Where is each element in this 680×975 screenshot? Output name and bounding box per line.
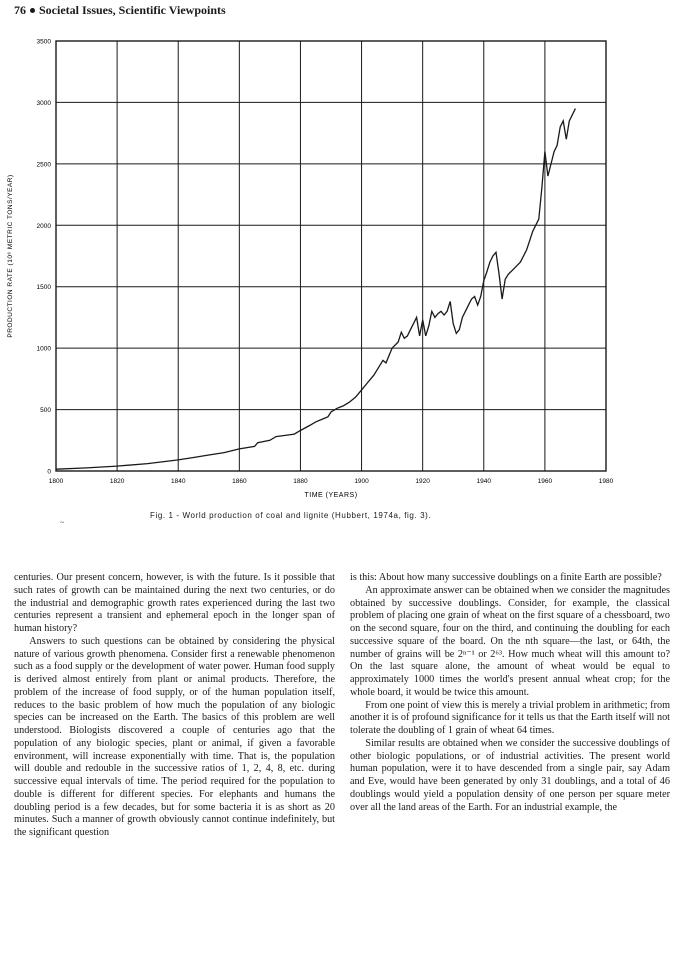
paragraph: Answers to such questions can be obtained by considering the physical nature of various growth phenomena. Consider first a renewable phenomenon such as a food supply or the development of water power. Human food supply is derived almost entirely from plant or animal products. Therefore, the problem of the increase of food supply, or of the human population itself, reduces to the basic problem of how much the population of any biologic species can be increased on the Earth. The basics of this problem are well understood. Biologists discovered a couple of centuries ago that the population of any biologic species, plant or animal, if given a favorable environment, will increase exponentially with time. That is, the population will double and redouble in the successive ratios of 1, 2, 4, 8, etc. during successive equal intervals of time. The period required for the population to double is different for different species. For elephants and humans the doubling period is a few decades, but for some bacteria it is as short as 20 minutes. Such a manner of growth obviously cannot continue indefinitely, but the significant question bbox=[14, 635, 335, 838]
y-tick-label: 1000 bbox=[36, 345, 51, 353]
paragraph: is this: About how many successive doublings on a finite Earth are possible? bbox=[350, 572, 662, 583]
paragraph: centuries. Our present concern, however, is with the future. Is it possible that such rates of growth can be maintained during the next two centuries, or do the industrial and demographic growth rates experienced during the last two centuries represent a transient and ephemeral epoch in the longer span of human history? bbox=[14, 572, 335, 634]
y-tick-label: 3000 bbox=[36, 99, 51, 107]
x-tick-label: 1820 bbox=[109, 478, 125, 485]
margin-mark: ~ bbox=[60, 518, 65, 527]
y-tick-label: 2500 bbox=[36, 161, 51, 169]
y-tick-label: 500 bbox=[40, 407, 51, 415]
running-header bbox=[14, 3, 226, 18]
x-tick-label: 1920 bbox=[415, 478, 430, 485]
bullet-icon bbox=[30, 8, 35, 13]
y-tick-label: 2000 bbox=[36, 222, 51, 230]
page-number: 76 bbox=[14, 3, 26, 17]
paragraph: From one point of view this is merely a trivial problem in arithmetic; from another it is of profound significance for it tells us that the Earth itself will not tolerate the doubling of 1 grain of wheat 64 times. bbox=[350, 699, 670, 736]
figure-caption: Fig. 1 - World production of coal and lignite (Hubbert, 1974a, fig. 3). bbox=[150, 511, 432, 520]
right-column bbox=[350, 572, 670, 814]
x-tick-label: 1940 bbox=[476, 478, 492, 485]
y-tick-label: 1500 bbox=[36, 284, 51, 292]
paragraph: An approximate answer can be obtained when we consider the magnitudes obtained by successive doublings. Consider, for example, the classical problem of placing one grain of wheat on the first square of a chessboard, two on the second square, four on the third, and continuing the doubling for each successive square of the board. On the nth square—the last, or 64th, the number of grains will be 2ⁿ⁻¹ or 2⁶³. How much wheat will this amount to? On the last square alone, the amount of wheat would be equal to approximately 1000 times the world's present annual wheat crop; for the whole board, it would be twice this amount. bbox=[350, 584, 670, 698]
coal-production-chart bbox=[0, 28, 680, 506]
x-axis-label: TIME (YEARS) bbox=[304, 492, 358, 499]
x-tick-label: 1860 bbox=[232, 478, 247, 485]
x-tick-label: 1980 bbox=[598, 478, 614, 485]
x-tick-label: 1900 bbox=[354, 478, 369, 485]
paragraph: Similar results are obtained when we consider the successive doublings of other biologic populations, or of industrial activities. The present world human population, were it to have descended from a single pair, say Adam and Eve, would have been generated by only 31 doublings, and a total of 46 doublings would yield a population density of one person per square meter over all the land areas of the Earth. For an industrial example, the bbox=[350, 737, 670, 813]
x-tick-label: 1800 bbox=[48, 478, 64, 485]
x-tick-label: 1960 bbox=[537, 478, 553, 485]
left-column bbox=[14, 572, 335, 840]
x-tick-label: 1880 bbox=[293, 478, 308, 485]
y-axis-label: PRODUCTION RATE (10⁶ METRIC TONS/YEAR) bbox=[7, 174, 14, 338]
y-tick-label: 0 bbox=[47, 468, 51, 476]
x-tick-label: 1840 bbox=[170, 478, 186, 485]
running-title: Societal Issues, Scientific Viewpoints bbox=[39, 3, 226, 17]
y-tick-label: 3500 bbox=[36, 38, 51, 46]
coal-production-line bbox=[56, 109, 575, 470]
